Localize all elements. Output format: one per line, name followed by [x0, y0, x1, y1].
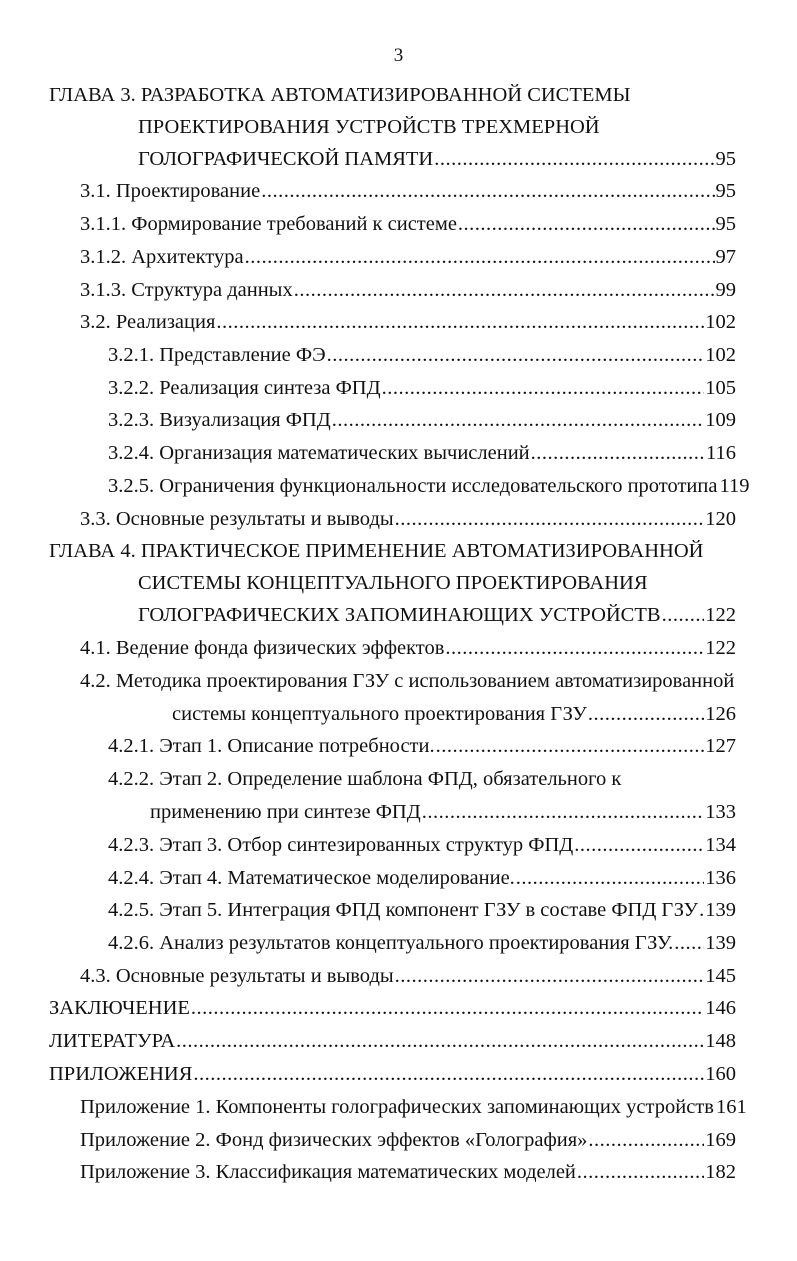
- toc-chapter-3-line-3[interactable]: [138, 143, 736, 175]
- toc-entry-title: 4.1. Ведение фонда физических эффектов: [80, 637, 445, 659]
- toc-entry-title: 3.2.5. Ограничения функциональности исследовательского прототипа: [108, 475, 718, 497]
- toc-entry-page: 122: [705, 637, 736, 659]
- toc-entry-page: 109: [705, 409, 736, 431]
- toc-entry-title: 4.2.1. Этап 1. Описание потребности.: [108, 735, 435, 757]
- toc-entry-page: 182: [705, 1161, 736, 1183]
- dot-leader: [191, 992, 704, 1024]
- toc-entry-title: Приложение 3. Классификация математических моделей: [80, 1161, 576, 1183]
- dot-leader: [216, 306, 704, 338]
- dot-leader: [574, 829, 704, 861]
- toc-entry-4-3[interactable]: [80, 960, 736, 992]
- toc-entry-3-2-2[interactable]: [108, 372, 736, 404]
- toc-entry-page: 139: [705, 899, 736, 921]
- toc-entry-3-2-1[interactable]: [108, 339, 736, 371]
- toc-entry-3-2[interactable]: [80, 306, 736, 338]
- toc-chapter-4-line-2: СИСТЕМЫ КОНЦЕПТУАЛЬНОГО ПРОЕКТИРОВАНИЯ: [138, 572, 648, 594]
- dot-leader: [458, 208, 715, 240]
- toc-entry-page: 127: [705, 735, 736, 757]
- toc-entry-page: 145: [705, 965, 736, 987]
- toc-entry-page: 122: [705, 604, 736, 626]
- toc-entry-literature[interactable]: [49, 1025, 736, 1057]
- toc-entry-title: Приложение 2. Фонд физических эффектов «Голография»: [80, 1129, 588, 1151]
- dot-leader: [674, 927, 704, 959]
- toc-entry-appendix-3[interactable]: [80, 1156, 736, 1188]
- toc-entry-page: 102: [705, 311, 736, 333]
- toc-entry-page: 99: [715, 279, 736, 301]
- dot-leader: [327, 339, 705, 371]
- page-number: 3: [393, 45, 404, 66]
- dot-leader: [662, 599, 705, 631]
- toc-entry-title: ЛИТЕРАТУРА: [49, 1030, 176, 1052]
- dot-leader: [588, 698, 704, 730]
- dot-leader: [382, 372, 705, 404]
- toc-entry-3-1-3[interactable]: [80, 274, 736, 306]
- dot-leader: [193, 1058, 704, 1090]
- toc-entry-title: ПРИЛОЖЕНИЯ: [49, 1063, 193, 1085]
- dot-leader: [294, 274, 715, 306]
- toc-chapter-4-line-3[interactable]: [138, 599, 736, 631]
- toc-entry-page: 134: [705, 834, 736, 856]
- toc-entry-page: 105: [705, 377, 736, 399]
- toc-entry-title: 3.2.4. Организация математических вычислений: [108, 442, 530, 464]
- toc-entry-4-1[interactable]: [80, 632, 736, 664]
- toc-entry-conclusion[interactable]: [49, 992, 736, 1024]
- dot-leader: [516, 862, 704, 894]
- toc-entry-page: 139: [705, 932, 736, 954]
- toc-entry-page: 169: [705, 1129, 736, 1151]
- toc-entry-3-3[interactable]: [80, 503, 736, 535]
- dot-leader: [422, 796, 705, 828]
- toc-entry-page: 126: [705, 703, 736, 725]
- toc-entry-page: 97: [715, 246, 736, 268]
- toc-entry-page: 95: [715, 180, 736, 202]
- toc-entry-title: 3.2. Реализация: [80, 311, 216, 333]
- dot-leader: [434, 143, 714, 175]
- dot-leader: [176, 1025, 704, 1057]
- toc-entry-4-2-3[interactable]: [108, 829, 736, 861]
- dot-leader: [395, 503, 705, 535]
- toc-chapter-3-line-1: ГЛАВА 3. РАЗРАБОТКА АВТОМАТИЗИРОВАННОЙ СИСТЕМЫ: [49, 84, 631, 106]
- toc-entry-title: системы концептуального проектирования ГЗУ: [172, 703, 587, 725]
- toc-entry-title: 3.1.2. Архитектура: [80, 246, 244, 268]
- toc-entry-4-2-line-2[interactable]: [172, 698, 736, 730]
- toc-entry-3-1-1[interactable]: [80, 208, 736, 240]
- dot-leader: [577, 1156, 704, 1188]
- toc-entry-3-2-5[interactable]: [108, 470, 750, 502]
- toc-entry-title: 3.1. Проектирование: [80, 180, 261, 202]
- toc-entry-3-2-3[interactable]: [108, 404, 736, 436]
- toc-entry-3-2-4[interactable]: [108, 437, 736, 469]
- toc-entry-3-1[interactable]: [80, 175, 736, 207]
- toc-entry-4-2-line-1: 4.2. Методика проектирования ГЗУ с использованием автоматизированной: [80, 670, 735, 692]
- toc-entry-title: ЗАКЛЮЧЕНИЕ: [49, 997, 190, 1019]
- toc-entry-title: 4.3. Основные результаты и выводы: [80, 965, 394, 987]
- toc-entry-title: ГОЛОГРАФИЧЕСКИХ ЗАПОМИНАЮЩИХ УСТРОЙСТВ: [138, 604, 661, 626]
- toc-entry-title: 4.2.5. Этап 5. Интеграция ФПД компонент ГЗУ в составе ФПД ГЗУ: [108, 899, 699, 921]
- toc-entry-title: 4.2.4. Этап 4. Математическое моделирование.: [108, 867, 515, 889]
- toc-entry-appendix-2[interactable]: [80, 1124, 736, 1156]
- toc-entry-4-2-2-line-1: 4.2.2. Этап 2. Определение шаблона ФПД, обязательного к: [108, 768, 622, 790]
- dot-leader: [332, 404, 705, 436]
- toc-entry-4-2-6[interactable]: [108, 927, 736, 959]
- dot-leader: [445, 632, 704, 664]
- toc-entry-4-2-4[interactable]: [108, 862, 736, 894]
- dot-leader: [245, 241, 715, 273]
- dot-leader: [588, 1124, 704, 1156]
- toc-entry-title: 4.2.6. Анализ результатов концептуального проектирования ГЗУ.: [108, 932, 674, 954]
- dot-leader: [395, 960, 705, 992]
- dot-leader: [261, 175, 714, 207]
- toc-entry-4-2-2-line-2[interactable]: [150, 796, 736, 828]
- toc-entry-title: 3.2.3. Визуализация ФПД: [108, 409, 331, 431]
- toc-entry-page: 95: [715, 148, 736, 170]
- toc-entry-title: применению при синтезе ФПД: [150, 801, 421, 823]
- toc-entry-page: 148: [705, 1030, 736, 1052]
- toc-entry-title: Приложение 1. Компоненты голографических запоминающих устройств: [80, 1096, 714, 1118]
- toc-chapter-4-line-1: ГЛАВА 4. ПРАКТИЧЕСКОЕ ПРИМЕНЕНИЕ АВТОМАТИЗИРОВАННОЙ: [49, 540, 704, 562]
- dot-leader: [436, 730, 705, 762]
- toc-entry-title: 4.2.3. Этап 3. Отбор синтезированных структур ФПД: [108, 834, 574, 856]
- dot-leader: [699, 894, 704, 926]
- toc-entry-page: 116: [706, 442, 736, 464]
- dot-leader: [531, 437, 705, 469]
- toc-entry-appendix-1[interactable]: [80, 1091, 747, 1123]
- toc-entry-page: 120: [705, 508, 736, 530]
- toc-entry-page: 119: [719, 475, 750, 497]
- toc-entry-page: 136: [705, 867, 736, 889]
- toc-entry-page: 102: [705, 344, 736, 366]
- toc-entry-title: 3.2.2. Реализация синтеза ФПД: [108, 377, 381, 399]
- toc-entry-page: 95: [715, 213, 736, 235]
- toc-entry-page: 133: [705, 801, 736, 823]
- toc-entry-title: 3.2.1. Представление ФЭ: [108, 344, 326, 366]
- toc-entry-4-2-1[interactable]: [108, 730, 736, 762]
- toc-entry-title: 3.1.1. Формирование требований к системе: [80, 213, 457, 235]
- toc-entry-title: ГОЛОГРАФИЧЕСКОЙ ПАМЯТИ: [138, 148, 434, 170]
- toc-entry-title: 3.1.3. Структура данных: [80, 279, 293, 301]
- toc-entry-page: 160: [705, 1063, 736, 1085]
- toc-chapter-3-line-2: ПРОЕКТИРОВАНИЯ УСТРОЙСТВ ТРЕХМЕРНОЙ: [138, 116, 600, 138]
- toc-entry-title: 3.3. Основные результаты и выводы: [80, 508, 394, 530]
- toc-entry-appendices[interactable]: [49, 1058, 736, 1090]
- toc-entry-3-1-2[interactable]: [80, 241, 736, 273]
- toc-entry-page: 161: [715, 1096, 747, 1118]
- toc-entry-page: 146: [705, 997, 736, 1019]
- toc-entry-4-2-5[interactable]: [108, 894, 736, 926]
